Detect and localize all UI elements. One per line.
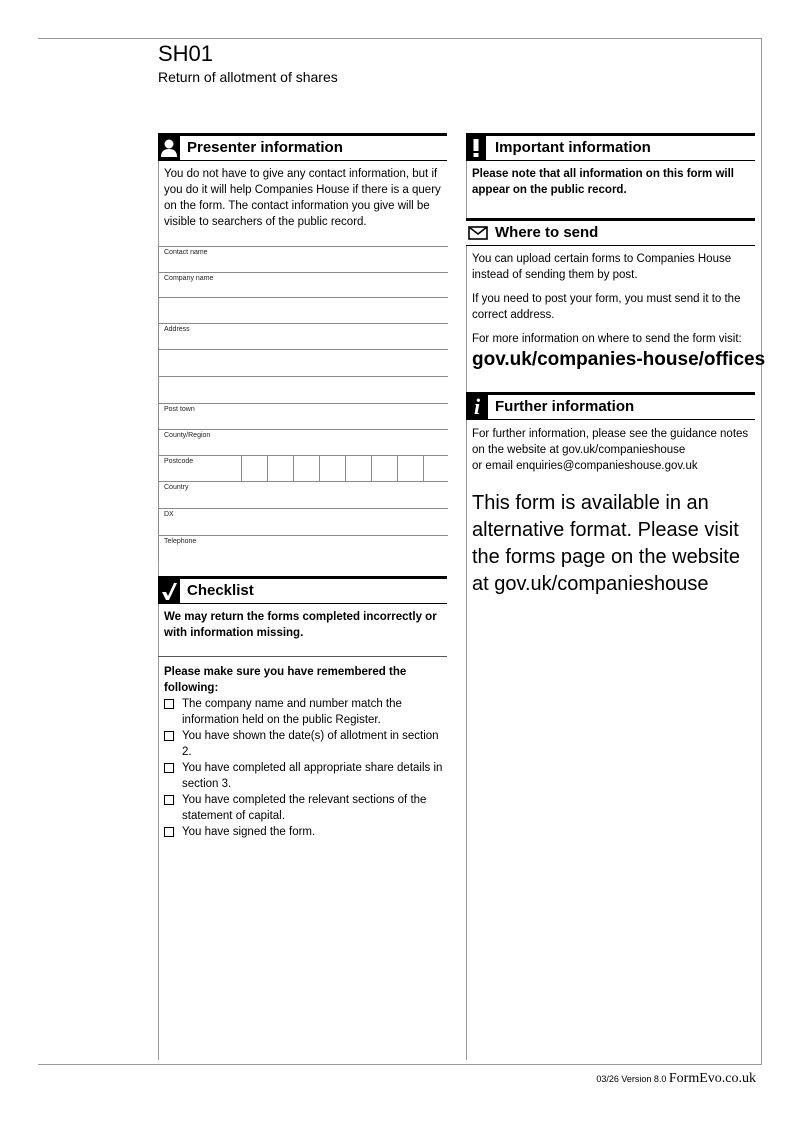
postcode-char-box[interactable] [397, 456, 420, 481]
postcode-char-box[interactable] [423, 456, 446, 481]
dx-field[interactable] [158, 508, 448, 534]
checkbox-icon[interactable] [164, 827, 174, 837]
post-town-label: Post town [164, 406, 195, 413]
checklist-items [164, 696, 448, 840]
form-title: Return of allotment of shares [158, 69, 338, 85]
checklist-item [164, 760, 448, 792]
checklist-item-text: You have shown the date(s) of allotment in section 2. [182, 730, 439, 758]
where-to-send-section-header [466, 218, 755, 246]
postcode-field[interactable] [158, 455, 448, 481]
checklist-section-header [158, 576, 447, 604]
postcode-char-box[interactable] [319, 456, 342, 481]
contact-name-field[interactable] [158, 246, 448, 272]
checklist-item-text: You have signed the form. [182, 826, 316, 838]
company-name-field[interactable] [158, 272, 448, 298]
version-text: 03/26 Version 8.0 [596, 1074, 667, 1084]
checklist-item [164, 728, 448, 760]
contact-name-label: Contact name [164, 249, 208, 256]
top-rule [38, 38, 762, 39]
brand-text: FormEvo.co.uk [668, 1071, 756, 1086]
telephone-field[interactable] [158, 535, 448, 561]
info-icon: i [466, 395, 488, 419]
country-field[interactable] [158, 481, 448, 507]
form-code: SH01 [158, 41, 214, 66]
address-label: Address [164, 326, 190, 333]
further-info-line-3: or email enquiries@companieshouse.gov.uk [472, 460, 698, 472]
further-info-line-1: For further information, please see the guidance notes [472, 428, 749, 440]
checkmark-icon [158, 579, 180, 603]
alternative-format-note: This form is available in an alternative format. Please visit the forms page on the website at gov.uk/companieshouse [472, 492, 740, 595]
checklist-item [164, 696, 448, 728]
important-heading: Important information [495, 139, 651, 156]
checklist-item-text: You have completed the relevant sections of the statement of capital. [182, 794, 427, 822]
company-name-line-2[interactable] [158, 297, 448, 323]
checklist-item [164, 792, 448, 824]
presenter-heading: Presenter information [187, 139, 343, 156]
address-line-3[interactable] [158, 376, 448, 402]
further-info-heading: Further information [495, 398, 635, 415]
further-info-section-header [466, 392, 755, 420]
where-to-send-p2: If you need to post your form, you must send it to the correct address. [472, 293, 741, 321]
important-section-header [466, 133, 755, 161]
where-to-send-p1: You can upload certain forms to Companies House instead of sending them by post. [472, 253, 732, 281]
checkbox-icon[interactable] [164, 699, 174, 709]
country-label: Country [164, 484, 189, 491]
address-field[interactable] [158, 323, 448, 349]
checklist-item [164, 824, 448, 840]
right-column-rule [466, 158, 467, 1060]
postcode-label: Postcode [164, 458, 194, 465]
checkbox-icon[interactable] [164, 795, 174, 805]
checklist-item-text: You have completed all appropriate share details in section 3. [182, 762, 443, 790]
county-field[interactable] [158, 429, 448, 455]
postcode-char-box[interactable] [345, 456, 368, 481]
offices-link[interactable]: gov.uk/companies-house/offices [472, 349, 766, 370]
where-to-send-heading: Where to send [495, 224, 599, 241]
presenter-section-header [158, 133, 447, 161]
checklist-intro: Please make sure you have remembered the following: [164, 666, 407, 694]
address-line-2[interactable] [158, 349, 448, 375]
postcode-char-box[interactable] [267, 456, 290, 481]
footer [596, 1070, 756, 1088]
exclamation-icon [466, 136, 486, 160]
postcode-char-box[interactable] [371, 456, 394, 481]
county-label: County/Region [164, 432, 211, 439]
postcode-char-box[interactable] [293, 456, 316, 481]
person-icon [158, 136, 180, 160]
telephone-label: Telephone [164, 538, 197, 545]
envelope-icon [466, 221, 490, 245]
checklist-warning: We may return the forms completed incorrectly or with information missing. [164, 611, 437, 639]
presenter-intro: You do not have to give any contact information, but if you do it will help Companies House if there is a query on the form. The contact information you give will be visible to searchers of the public record. [164, 168, 441, 228]
further-info-line-2: on the website at gov.uk/companieshouse [472, 444, 686, 456]
checklist-item-text: The company name and number match the information held on the public Register. [182, 698, 402, 726]
checkbox-icon[interactable] [164, 763, 174, 773]
where-to-send-p3: For more information on where to send the form visit: [472, 333, 742, 345]
checklist-divider [158, 656, 447, 657]
dx-label: DX [164, 511, 174, 518]
postcode-char-box[interactable] [241, 456, 264, 481]
bottom-rule [38, 1064, 762, 1065]
checklist-heading: Checklist [187, 582, 254, 599]
company-name-label: Company name [164, 275, 214, 282]
important-text: Please note that all information on this form will appear on the public record. [472, 168, 734, 196]
checkbox-icon[interactable] [164, 731, 174, 741]
post-town-field[interactable] [158, 403, 448, 429]
